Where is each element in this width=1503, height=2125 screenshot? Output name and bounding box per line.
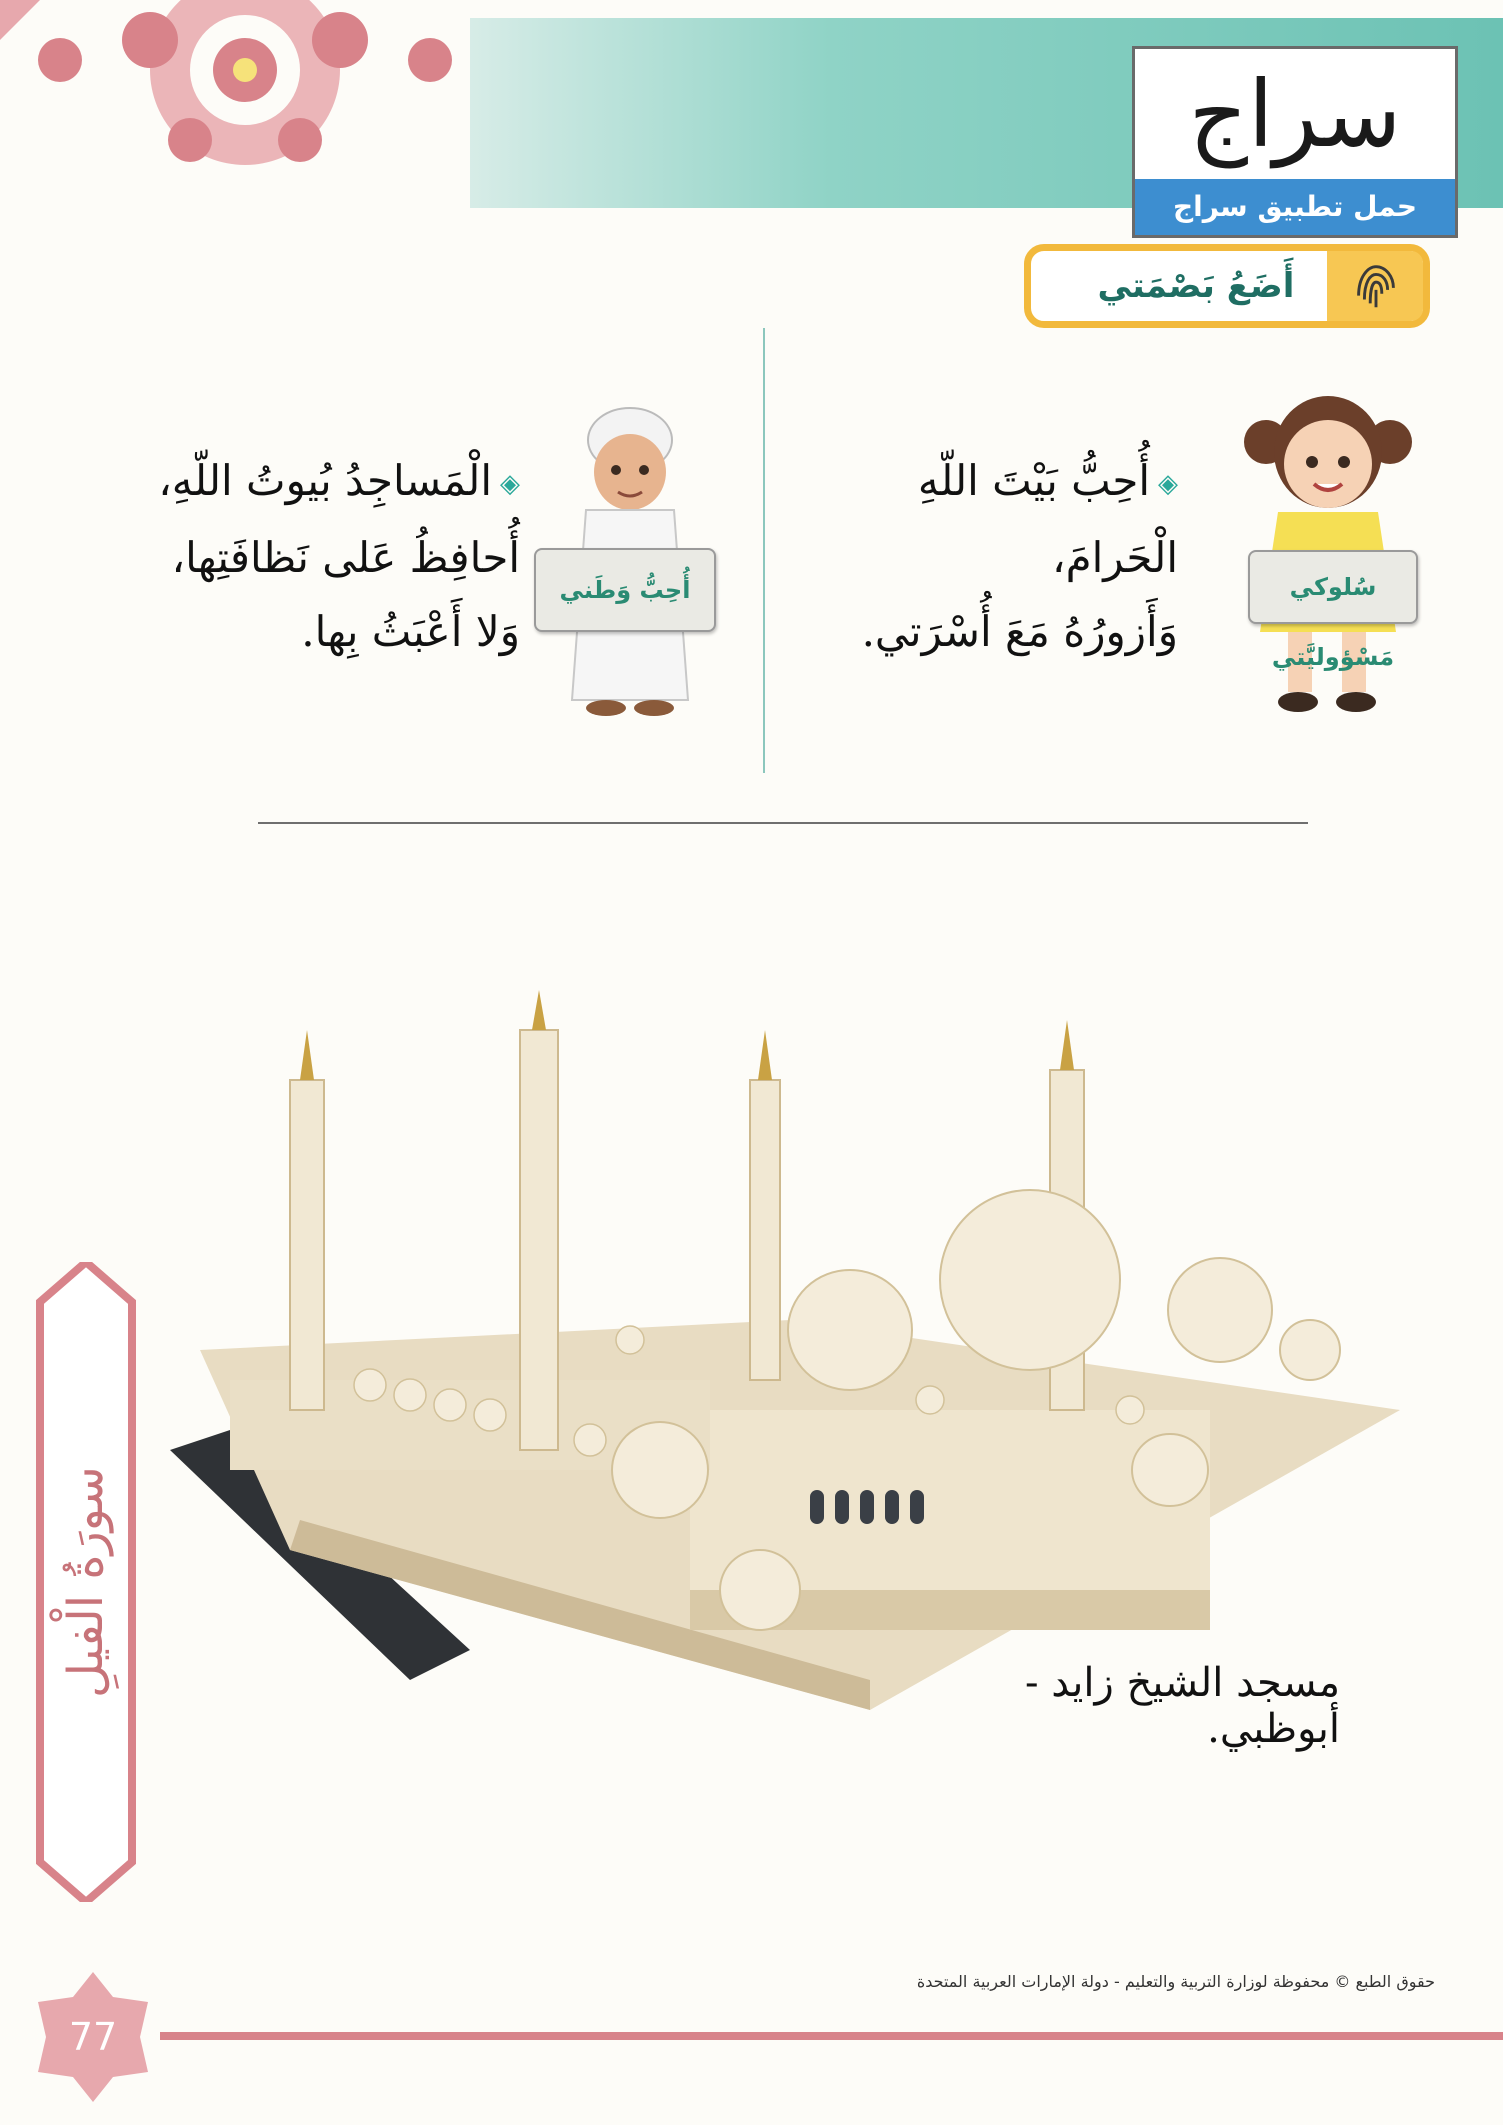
mosque-illustration: [170, 990, 1420, 1710]
column-divider: [763, 328, 765, 773]
girl-sign-label: سُلوكي مَسْؤوليَّتي: [1271, 573, 1395, 671]
app-download-label[interactable]: حمل تطبيق سراج: [1135, 179, 1455, 235]
boy-text-line-2: أُحافِظُ عَلى نَظافَتِها،: [171, 533, 520, 582]
footer-rule: [160, 2032, 1503, 2040]
app-logo-box[interactable]: [1132, 46, 1458, 238]
boy-text-line-1: ◈الْمَساجِدُ بُيوتُ اللّهِ،: [158, 456, 520, 505]
boy-text-line-3: وَلا أَعْبَثُ بِها.: [301, 607, 520, 656]
girl-behavior-text: [818, 444, 1178, 669]
chapter-label: سورَةُ الْفيلِ: [58, 1466, 114, 1698]
girl-sign: [1248, 550, 1418, 671]
boy-behavior-text: [150, 444, 520, 669]
copyright-notice: حقوق الطبع © محفوظة لوزارة التربية والتعليم - دولة الإمارات العربية المتحدة: [916, 1972, 1435, 1991]
section-header: [1024, 244, 1430, 328]
section-title: أَضَعُ بَصْمَتي: [1097, 266, 1295, 306]
ornament-rosette: [0, 0, 560, 200]
app-title: سراج: [1188, 61, 1402, 168]
image-caption: مسجد الشيخ زايد - أبوظبي.: [1024, 1660, 1340, 1752]
girl-text-line-1: ◈أُحِبُّ بَيْتَ اللّهِ الْحَرامَ،: [917, 456, 1178, 582]
section-divider: [258, 822, 1308, 824]
fingerprint-icon: [1347, 257, 1405, 315]
boy-sign: [534, 548, 716, 632]
boy-sign-label: أُحِبُّ وَطَني: [559, 576, 691, 604]
diamond-bullet-icon: ◈: [1158, 469, 1178, 499]
page-number: 77: [68, 2015, 118, 2059]
fingerprint-badge: [1327, 251, 1423, 321]
diamond-bullet-icon: ◈: [500, 469, 520, 499]
girl-text-line-2: وَأَزورُهُ مَعَ أُسْرَتي.: [861, 607, 1178, 656]
